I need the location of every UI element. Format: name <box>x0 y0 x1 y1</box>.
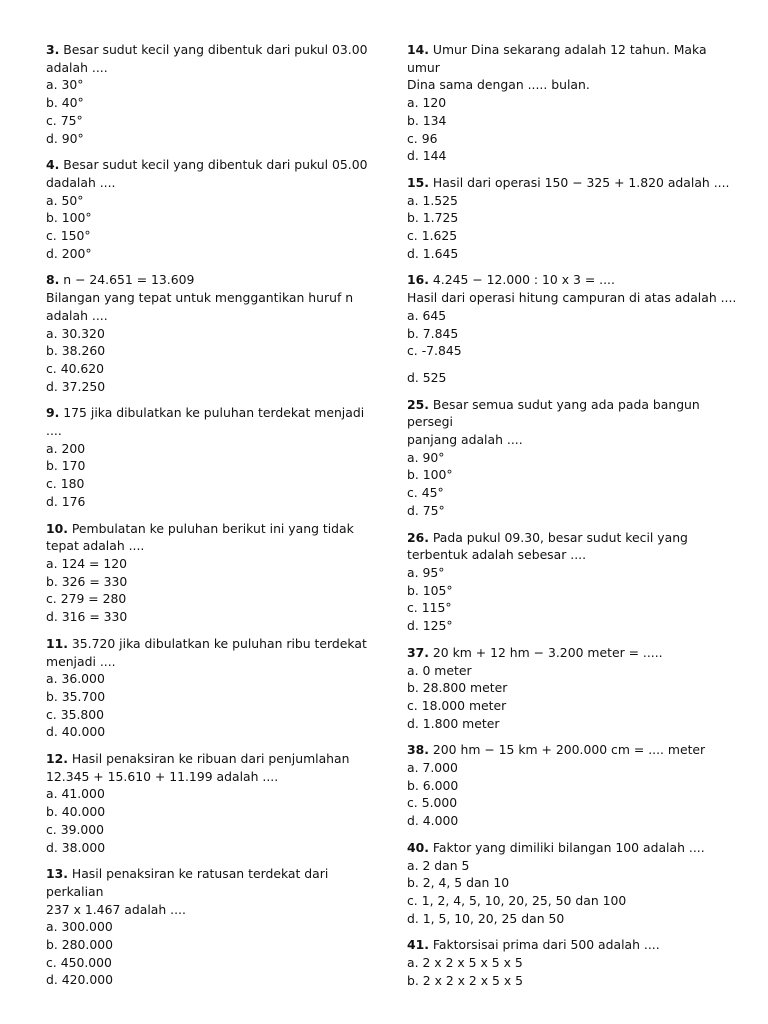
answer-option: a. 95° <box>407 564 445 580</box>
answer-option: b. 6.000 <box>407 777 459 793</box>
question-item <box>407 396 737 520</box>
answer-option: a. 2 x 2 x 5 x 5 x 5 <box>407 955 523 971</box>
question-number: 3. <box>46 42 60 57</box>
question-text <box>407 271 737 306</box>
question-item <box>407 529 737 635</box>
answer-option: b. 100° <box>46 210 92 226</box>
question-item <box>407 174 737 263</box>
answer-option: d. 144 <box>407 148 447 164</box>
question-stem: Besar sudut kecil yang dibentuk dari pukul 05.00 dadalah .... <box>46 157 368 190</box>
left-column <box>46 41 376 989</box>
question-number: 38. <box>407 742 429 758</box>
answer-option: c. 75° <box>46 112 83 128</box>
question-stem: 175 jika dibulatkan ke puluhan terdekat menjadi .... <box>46 405 365 439</box>
answer-option: c. 115° <box>407 600 452 616</box>
question-stem: 200 hm − 15 km + 200.000 cm = .... meter <box>428 742 706 758</box>
question-item <box>46 156 376 262</box>
question-text <box>407 41 737 94</box>
question-item <box>46 271 376 395</box>
question-item <box>407 271 737 386</box>
answer-option: d. 90° <box>46 130 84 146</box>
answer-option: a. 50° <box>46 192 84 208</box>
answer-option: c. 45° <box>407 485 444 501</box>
question-number: 13. <box>46 866 68 882</box>
question-number: 25. <box>407 396 429 412</box>
answer-option: c. 1, 2, 4, 5, 10, 20, 25, 50 dan 100 <box>407 892 627 908</box>
answer-option: a. 120 <box>407 95 447 111</box>
answer-option: b. 326 = 330 <box>46 573 128 589</box>
answer-option: c. 279 = 280 <box>46 591 127 607</box>
question-stem: Besar semua sudut yang ada pada bangun persegi panjang adalah .... <box>407 396 700 448</box>
question-text <box>46 156 376 191</box>
question-text <box>46 520 376 555</box>
question-number: 9. <box>46 405 60 421</box>
question-stem: Hasil penaksiran ke ratusan terdekat dari perkalian 237 x 1.467 adalah .... <box>46 866 329 917</box>
answer-option: b. 280.000 <box>46 937 113 953</box>
question-item <box>407 839 737 928</box>
answer-option: c. 96 <box>407 130 438 146</box>
answer-option: a. 30° <box>46 77 84 93</box>
question-text <box>46 41 376 76</box>
answer-option: a. 36.000 <box>46 671 105 687</box>
question-item <box>407 644 737 733</box>
answer-option: b. 40° <box>46 95 84 111</box>
answer-option: d. 125° <box>407 618 453 634</box>
answer-option: d. 316 = 330 <box>46 609 128 625</box>
question-item <box>407 41 737 165</box>
question-text <box>407 174 737 192</box>
right-column <box>407 41 737 989</box>
question-stem: Hasil dari operasi 150 − 325 + 1.820 adalah .... <box>428 174 730 190</box>
answer-option: c. 40.620 <box>46 360 105 376</box>
answer-option: c. 180 <box>46 476 85 492</box>
question-item <box>46 865 376 989</box>
answer-option: d. 37.250 <box>46 378 106 394</box>
answer-option: d. 75° <box>407 502 445 518</box>
answer-option: a. 645 <box>407 307 447 323</box>
answer-option: d. 200° <box>46 245 92 261</box>
question-stem: n − 24.651 = 13.609 Bilangan yang tepat untuk menggantikan huruf n adalah .... <box>46 272 354 323</box>
question-number: 15. <box>407 174 429 190</box>
answer-option: b. 105° <box>407 582 453 598</box>
answer-option: a. 2 dan 5 <box>407 857 470 873</box>
answer-option: b. 2, 4, 5 dan 10 <box>407 875 510 891</box>
answer-option: d. 176 <box>46 493 86 509</box>
answer-option: c. 18.000 meter <box>407 697 507 713</box>
question-item <box>46 635 376 741</box>
question-number: 37. <box>407 644 429 660</box>
question-number: 40. <box>407 839 429 855</box>
answer-option: b. 35.700 <box>46 688 106 704</box>
question-stem: 35.720 jika dibulatkan ke puluhan ribu terdekat menjadi .... <box>46 635 367 669</box>
answer-option: a. 90° <box>407 449 445 465</box>
answer-option: a. 200 <box>46 440 86 456</box>
question-number: 11. <box>46 635 68 651</box>
answer-option: c. 35.800 <box>46 706 105 722</box>
answer-option: a. 124 = 120 <box>46 555 128 571</box>
answer-option: a. 7.000 <box>407 760 458 776</box>
answer-option: d. 1.800 meter <box>407 715 500 731</box>
question-text <box>407 741 737 759</box>
answer-option: c. 39.000 <box>46 821 105 837</box>
answer-option: a. 41.000 <box>46 786 105 802</box>
answer-option: b. 7.845 <box>407 325 459 341</box>
question-text <box>46 750 376 785</box>
question-text <box>407 529 737 564</box>
question-text <box>46 404 376 439</box>
answer-option: d. 38.000 <box>46 839 106 855</box>
answer-option: c. 150° <box>46 228 91 244</box>
answer-option: a. 30.320 <box>46 325 105 341</box>
answer-option: a. 300.000 <box>46 919 113 935</box>
question-text <box>46 635 376 670</box>
question-item <box>407 936 737 989</box>
answer-option: d. 1, 5, 10, 20, 25 dan 50 <box>407 910 565 926</box>
answer-option: a. 0 meter <box>407 662 472 678</box>
answer-option: b. 28.800 meter <box>407 680 508 696</box>
question-text <box>407 839 737 857</box>
answer-option: c. 1.625 <box>407 228 458 244</box>
question-stem: 4.245 − 12.000 : 10 x 3 = .... Hasil dari operasi hitung campuran di atas adalah .... <box>407 272 737 306</box>
question-stem: Umur Dina sekarang adalah 12 tahun. Maka umur Dina sama dengan ..... bulan. <box>407 42 707 93</box>
question-number: 41. <box>407 937 429 953</box>
question-item <box>46 520 376 626</box>
answer-option: b. 170 <box>46 458 86 474</box>
question-text <box>407 936 737 954</box>
answer-option: d. 40.000 <box>46 724 106 740</box>
answer-option: c. -7.845 <box>407 343 462 359</box>
answer-option: b. 134 <box>407 112 447 128</box>
answer-option: b. 40.000 <box>46 804 106 820</box>
answer-option: d. 1.645 <box>407 245 459 261</box>
question-text <box>46 271 376 324</box>
answer-option: b. 38.260 <box>46 343 106 359</box>
question-stem: Hasil penaksiran ke ribuan dari penjumlahan 12.345 + 15.610 + 11.199 adalah .... <box>46 751 350 784</box>
option-spacer <box>407 360 737 369</box>
question-text <box>46 865 376 918</box>
question-number: 12. <box>46 751 68 767</box>
answer-option: d. 420.000 <box>46 972 113 988</box>
question-item <box>46 404 376 510</box>
question-stem: Besar sudut kecil yang dibentuk dari pukul 03.00 adalah .... <box>46 42 368 75</box>
question-number: 14. <box>407 42 429 57</box>
answer-option: c. 5.000 <box>407 795 458 811</box>
question-item <box>407 741 737 830</box>
question-stem: Faktor yang dimiliki bilangan 100 adalah .... <box>428 839 705 855</box>
answer-option: d. 525 <box>407 369 447 385</box>
question-number: 10. <box>46 520 68 536</box>
question-number: 8. <box>46 272 60 288</box>
question-item <box>46 41 376 147</box>
answer-option: a. 1.525 <box>407 192 458 208</box>
question-number: 4. <box>46 157 60 173</box>
question-stem: Pada pukul 09.30, besar sudut kecil yang terbentuk adalah sebesar .... <box>407 529 688 563</box>
question-item <box>46 750 376 856</box>
answer-option: b. 100° <box>407 467 453 483</box>
question-text <box>407 396 737 449</box>
answer-option: b. 1.725 <box>407 210 459 226</box>
question-stem: 20 km + 12 hm − 3.200 meter = ..... <box>428 644 663 660</box>
question-stem: Faktorsisai prima dari 500 adalah .... <box>428 937 660 953</box>
answer-option: c. 450.000 <box>46 954 112 970</box>
question-number: 26. <box>407 529 429 545</box>
answer-option: d. 4.000 <box>407 813 459 829</box>
question-stem: Pembulatan ke puluhan berikut ini yang tidak tepat adalah .... <box>46 520 354 554</box>
question-text <box>407 644 737 662</box>
question-number: 16. <box>407 272 429 288</box>
answer-option: b. 2 x 2 x 2 x 5 x 5 <box>407 972 523 988</box>
